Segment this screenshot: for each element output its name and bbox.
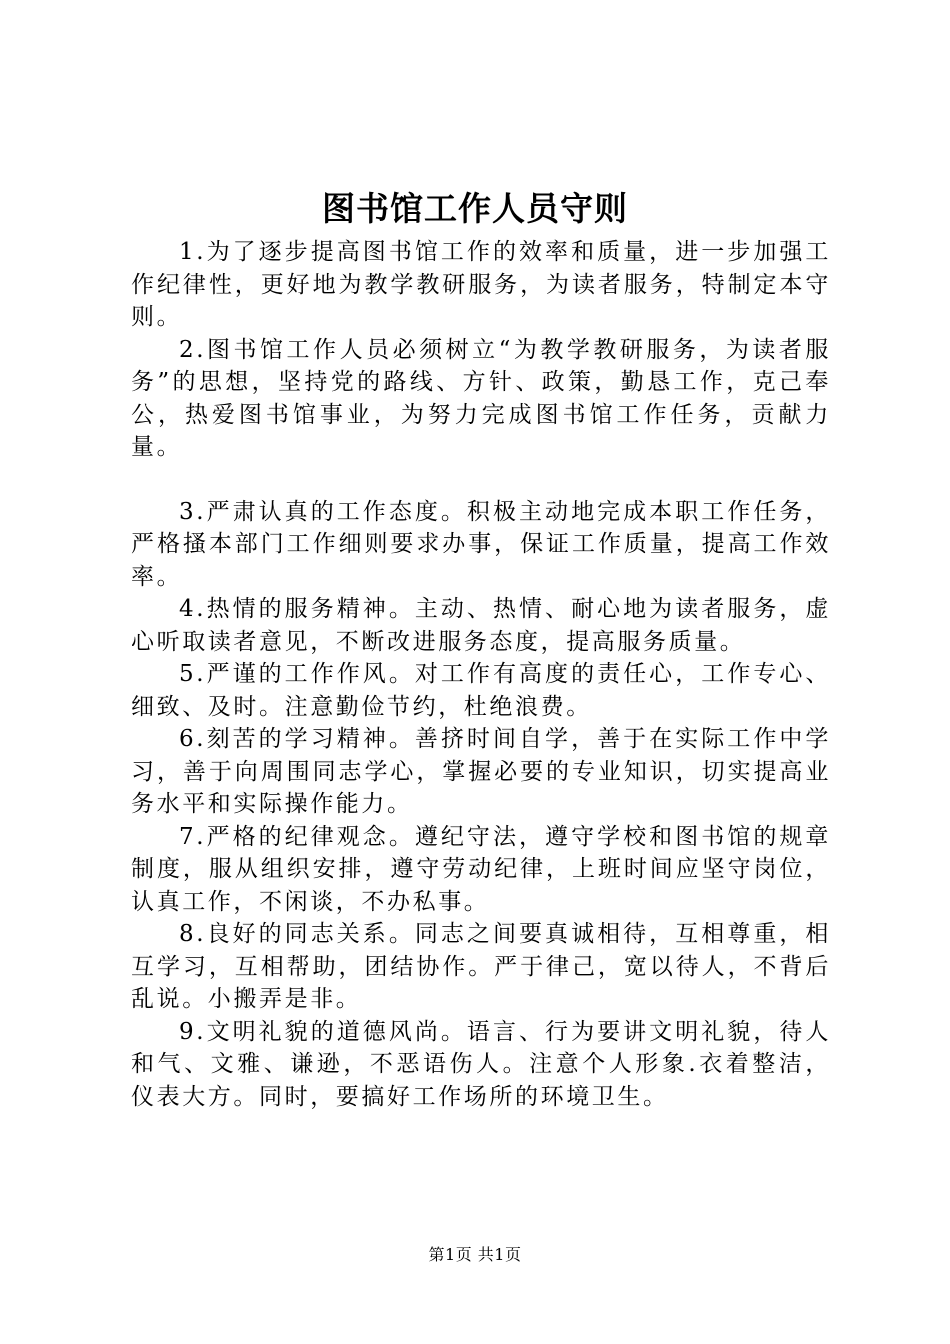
paragraph-6: 6.刻苦的学习精神。善挤时间自学，善于在实际工作中学习，善于向周围同志学心，掌握必要的专业知识，切实提高业务水平和实际操作能力。: [131, 726, 831, 817]
document-body: [131, 236, 831, 1113]
paragraph-8: 8.良好的同志关系。同志之间要真诚相待，互相尊重，相互学习，互相帮助，团结协作。严于律己，宽以待人，不背后乱说。小搬弄是非。: [131, 921, 831, 1012]
paragraph-2: 2.图书馆工作人员必须树立“为教学教研服务，为读者服务”的思想，坚持党的路线、方针、政策，勤恳工作，克己奉公，热爱图书馆事业，为努力完成图书馆工作任务，贡献力量。: [131, 336, 831, 460]
page-footer: 第1页 共1页: [428, 1245, 522, 1264]
paragraph-4: 4.热情的服务精神。主动、热情、耐心地为读者服务，虚心听取读者意见，不断改进服务态度，提高服务质量。: [131, 596, 831, 655]
paragraph-1: 1.为了逐步提高图书馆工作的效率和质量，进一步加强工作纪律性，更好地为教学教研服务，为读者服务，特制定本守则。: [131, 239, 831, 330]
paragraph-9: 9.文明礼貌的道德风尚。语言、行为要讲文明礼貌，待人和气、文雅、谦逊，不恶语伤人。注意个人形象.衣着整洁，仪表大方。同时，要搞好工作场所的环境卫生。: [131, 1018, 831, 1110]
paragraph-3: 3.严肃认真的工作态度。积极主动地完成本职工作任务，严格搔本部门工作细则要求办事，保证工作质量，提高工作效率。: [131, 498, 831, 590]
paragraph-5: 5.严谨的工作作风。对工作有高度的责任心，工作专心、细致、及时。注意勤俭节约，杜绝浪费。: [131, 661, 831, 720]
paragraph-7: 7.严格的纪律观念。遵纪守法，遵守学校和图书馆的规章制度，服从组织安排，遵守劳动纪律，上班时间应坚守岗位，认真工作，不闲谈，不办私事。: [131, 823, 831, 915]
page-title: 图书馆工作人员守则: [322, 189, 628, 228]
